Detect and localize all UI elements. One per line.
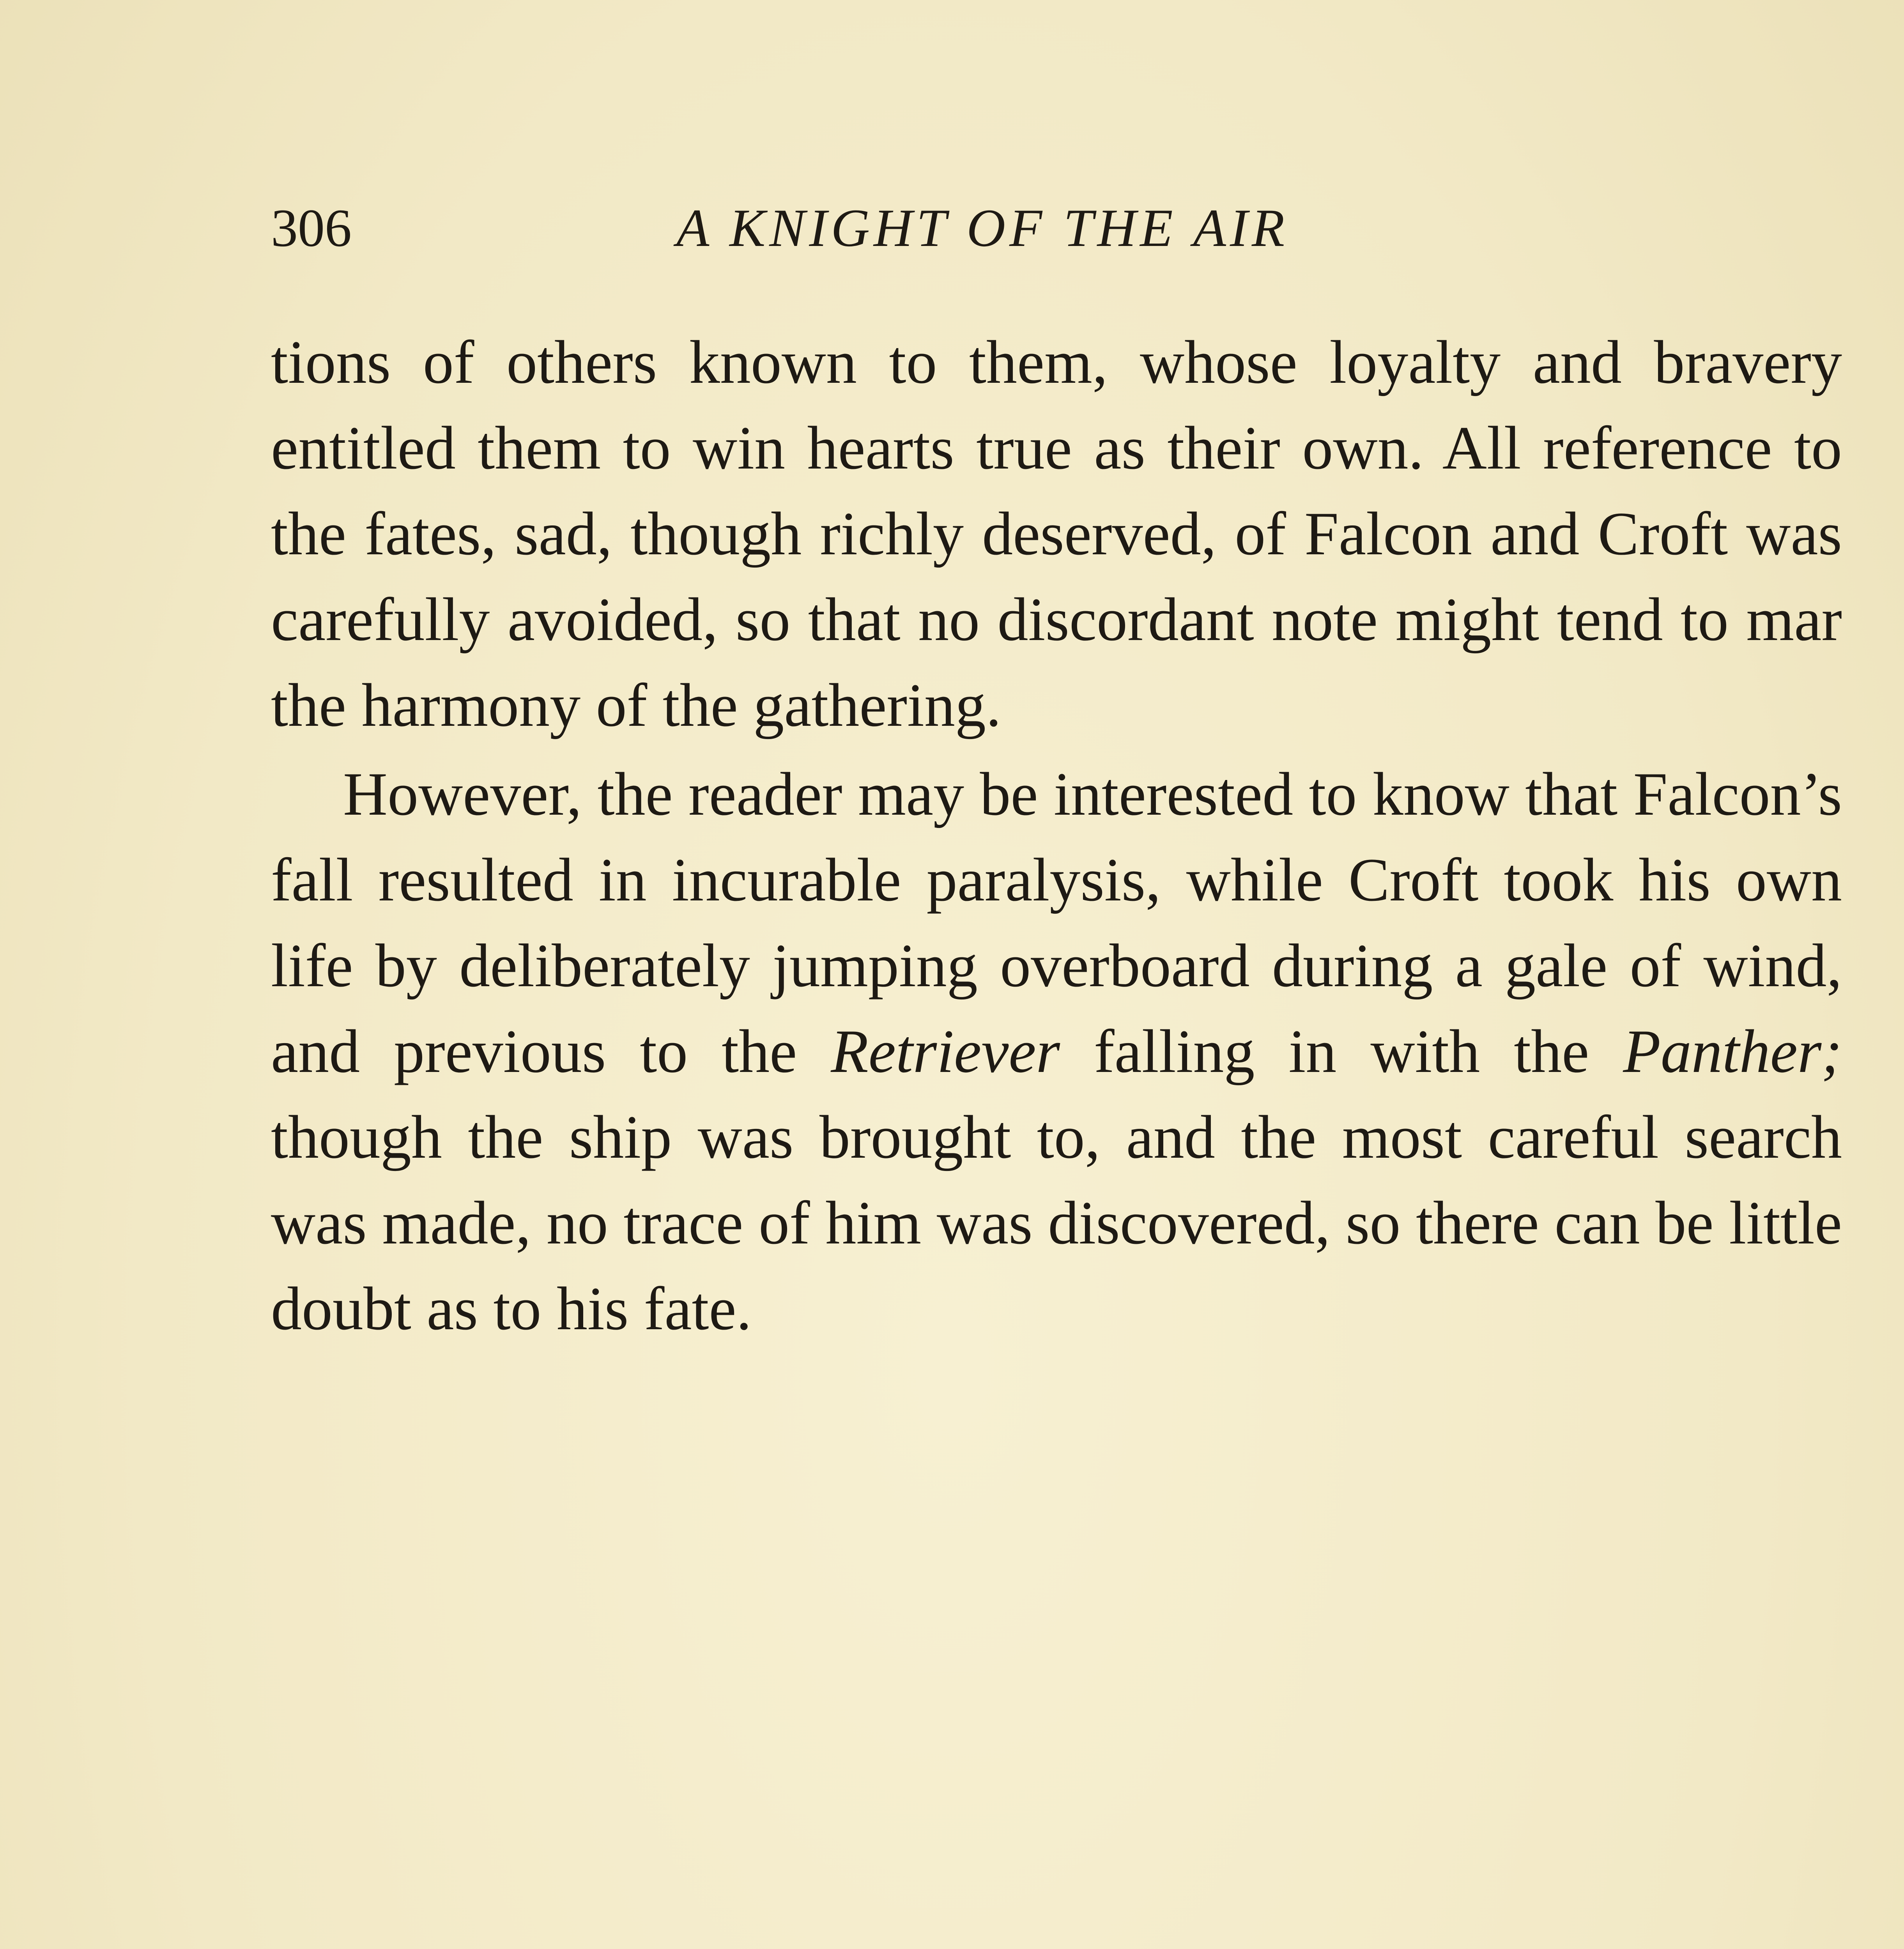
body-text	[271, 320, 1842, 1352]
paragraph	[271, 752, 1842, 1352]
page-header	[271, 195, 1842, 261]
ship-name: Panther;	[1623, 1017, 1842, 1086]
paragraph-text: However, the reader may be interested to know that Falcon’s fall resulted in incurable paralysis, while Croft took his own life by deliberately jumping overboard during a gale of wind, and previous to the	[271, 760, 1842, 1086]
running-title: A KNIGHT OF THE AIR	[676, 198, 1289, 258]
ship-name: Retriever	[831, 1017, 1060, 1086]
paragraph-text: falling in with the	[1060, 1017, 1623, 1086]
paragraph-text: though the ship was brought to, and the most careful search was made, no trace of him was discovered, so there can be little doubt as to his fate.	[271, 1103, 1842, 1343]
paragraph: tions of others known to them, whose loyalty and bravery entitled them to win hearts true as their own. All reference to the fates, sad, though richly deserved, of Falcon and Croft was carefully avoided, so that no discordant note might tend to mar the harmony of the gathering.	[271, 328, 1842, 739]
page-number: 306	[271, 198, 352, 258]
